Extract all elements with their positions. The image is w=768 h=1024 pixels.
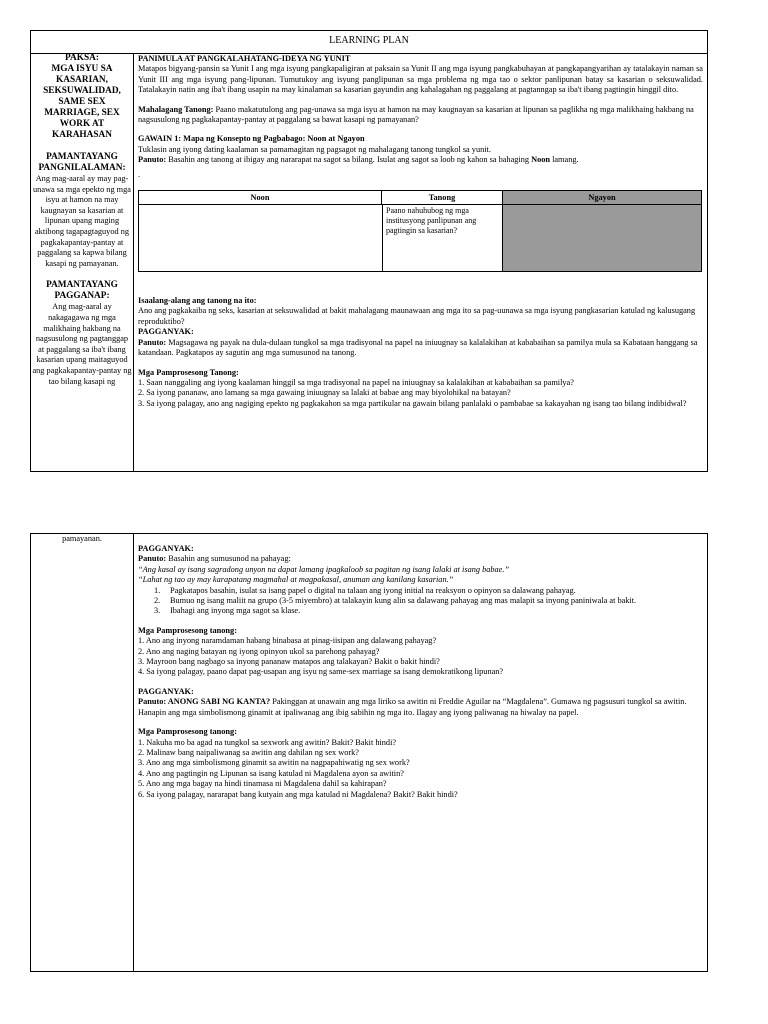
question-item: 4. Sa iyong palagay, paano dapat pag-usapan ang isyu ng same-sex marriage sa isang demokratikong lipunan? [138, 667, 504, 677]
question-item: 3. Mayroon bang nagbago sa inyong pananaw matapos ang talakayan? Bakit o bakit hindi? [138, 657, 440, 667]
left-column-standards [31, 53, 134, 471]
pamantayang-pagganap-label-2: PAGGANAP: [54, 291, 110, 302]
panimula-title: PANIMULA AT PANGKALAHATANG-IDEYA NG YUNIT [138, 54, 351, 63]
mga-pamprosesong-tanong-2-title: Mga Pamprosesong tanong: [138, 727, 237, 737]
noon-ngayon-table [138, 190, 702, 272]
step-item [138, 596, 703, 606]
paksa-label: PAKSA: [65, 53, 99, 63]
step-text: Bumuo ng isang maliit na grupo (3-5 miyembro) at talakayin kung alin sa dalawang pahayag ang mas malapit sa inyong paniniwala at bakit. [170, 596, 637, 606]
pamayanan-text: pamayanan. [62, 534, 102, 543]
learning-plan-table-page-1 [30, 30, 708, 472]
question-item: 3. Sa iyong palagay, ano ang nagiging epekto ng pagkakahon sa mga partikular na gawain bilang panlalaki o pambabae sa kakayahan ng isang tao bilang indibidwal? [138, 398, 687, 408]
question-item: 1. Saan nanggaling ang iyong kaalaman hinggil sa mga tradisyonal na papel na iniuugnay sa kalalakihan at kababaihan sa pamilya? [138, 377, 574, 387]
panuto-text: Basahin ang tanong at ibigay ang nararapat na sagot sa bilang. Isulat ang sagot sa loob ng kahon sa bahaging [166, 155, 532, 165]
mga-pamprosesong-tanong-title: Mga Pamprosesong Tanong: [138, 367, 239, 377]
pagganyak-panuto-label: Panuto: [138, 337, 167, 347]
pagganyak-2-panuto-text: Pakinggan at unawain ang mga liriko sa awitin ni Freddie Aguilar na “Magdalena”. Gumawa ng pagsusuri tungkol sa awitin. Hanapin ang mga simbolismong ginamit at ipaliwanag ang ibig sabihin ng mga ito. Ilagay ang iyong paliwanag na hiwalay na papel. [138, 697, 687, 717]
question-item: 3. Ano ang mga simbolismong ginamit sa awitin na nagpapahiwatig ng sex work? [138, 758, 410, 768]
gawain-panuto [138, 155, 703, 165]
question-item: 5. Ano ang mga bagay na hindi tinamasa ni Magdalena dahil sa kahirapan? [138, 779, 387, 789]
quote-2: “Lahat ng tao ay may karapatang magmahal at magpakasal, anuman ang kanilang kasarian.” [138, 575, 454, 585]
gawain-title: GAWAIN 1: Mapa ng Konsepto ng Pagbabago: Noon at Ngayon [138, 134, 365, 144]
step-number: 1. [154, 585, 161, 595]
ngayon-shaded-cell [503, 205, 701, 271]
paksa-line: KASARIAN, [56, 75, 108, 85]
paksa-line: WORK AT [59, 119, 105, 129]
pamantayang-pangnilalaman-text: Ang mag-aaral ay may pag-unawa sa mga epekto ng mga isyu at hamon na may kaugnayan sa kasarian at lipunan upang maging aktibong tagapagtaguyod ng pagkakapantay-pantay at paggalang sa kapwa bilang kasapi ng pamayanan. [33, 174, 131, 268]
question-item: 6. Sa iyong palagay, nararapat bang kutyain ang mga katulad ni Magdalena? Bakit? Bakit hindi? [138, 789, 458, 799]
paksa-line: KARAHASAN [52, 130, 112, 140]
step-text: Pagkatapos basahin, isulat sa isang papel o digital na talaan ang iyong initial na reaksyon o opinyon sa dalawang pahayag. [170, 585, 576, 595]
noon-answer-cell[interactable] [139, 205, 383, 271]
quote-1: “Ang kasal ay isang sagradong unyon na dapat lamang ipagkaloob sa pagitan ng isang lalaki at isang babae.” [138, 564, 510, 574]
pagganyak-1-panuto-text: Basahin ang sumusunod na pahayag: [166, 554, 291, 564]
learning-plan-table-page-2 [30, 533, 708, 972]
pagganyak-title: PAGGANYAK: [138, 327, 194, 337]
isaalang-title: Isaalang-alang ang tanong na ito: [138, 296, 257, 306]
mahalagang-tanong [138, 105, 703, 126]
pagganyak-2-song-title: ANONG SABI NG KANTA? [166, 697, 271, 707]
right-column-content [135, 53, 707, 471]
dot-line: . [138, 169, 141, 179]
tanong-cell: Paano nahuhubog ng mga institusyong panlipunan ang pagtingin sa kasarian? [382, 205, 503, 271]
pagganyak-panuto-text: Magsagawa ng payak na dula-dulaan tungkol sa mga tradisyonal na papel na iniuugnay sa kalalakihan at kababaihan sa pamilya mula sa Kabataan hanggang sa katandaan. Pagkatapos ay sagutin ang mga sumusunod na tanong. [138, 337, 698, 358]
pagganyak-panuto [138, 338, 703, 359]
question-item: 1. Nakuha mo ba agad na tungkol sa sexwork ang awitin? Bakit? Bakit hindi? [138, 737, 397, 747]
ngayon-header: Ngayon [503, 191, 701, 205]
pagganyak-2-panuto [138, 697, 703, 718]
step-number: 3. [154, 606, 161, 616]
pagganyak-2-title: PAGGANYAK: [138, 686, 194, 696]
step-item [138, 586, 703, 596]
paksa-line: SEKSUWALIDAD, [43, 86, 121, 96]
pamantayang-pagganap-label-1: PAMANTAYANG [46, 280, 118, 291]
panuto-label: Panuto: [138, 155, 167, 165]
step-item [138, 606, 703, 616]
isaalang-text: Ano ang pagkakaiba ng seks, kasarian at seksuwalidad at bakit mahalagang maunawaan ang mga ito sa pag-uunawa sa mga isyung pangkasarian katulad ng kalusugang reproduktibo? [138, 306, 696, 326]
gawain-line: Tuklasin ang iyong dating kaalaman sa pamamagitan ng pagsagot ng mahalagang tanong tungkol sa yunit. [138, 144, 491, 154]
pagganyak-2-panuto-label: Panuto: [138, 697, 167, 707]
question-item: 2. Ano ang naging batayan ng iyong opinyon ukol sa parehong pahayag? [138, 646, 380, 656]
step-text: Ibahagi ang inyong mga sagot sa klase. [170, 606, 301, 616]
tanong-header: Tanong [382, 191, 503, 205]
panuto-text-end: lamang. [550, 155, 579, 165]
mahalagang-tanong-label: Mahalagang Tanong: [138, 104, 214, 114]
mahalagang-tanong-text: Paano makatutulong ang pag-unawa sa mga isyu at hamon na may kaugnayan sa kasarian at lipunan sa paglikha ng mga malikhaing hakbang na nagsusulong ng pagkakapantay-pantay at paggalang sa bawat kasapi ng pamayanan? [138, 104, 694, 125]
pagganyak-1-panuto [138, 554, 703, 564]
pamantayang-pangnilalaman-label-2: PANGNILALAMAN: [38, 163, 126, 173]
mga-pamprosesong-tanong-1-title: Mga Pamprosesong tanong: [138, 625, 237, 635]
paksa-line: MARRIAGE, SEX [44, 108, 120, 118]
pagganyak-1-panuto-label: Panuto: [138, 554, 167, 564]
question-item: 2. Malinaw bang naipaliwanag sa awitin ang dahilan ng sex work? [138, 747, 359, 757]
paksa-line: SAME SEX [58, 97, 106, 107]
pamantayang-pagganap-text: Ang mag-aaral ay nakagagawa ng mga malikhaing hakbang na nagsusulong ng pagtanggap at paggalang sa iba't ibang kasarian upang maitaguyod ang pagkakapantay-pantay ng tao bilang kasapi ng [32, 302, 132, 386]
table-title: LEARNING PLAN [31, 31, 707, 54]
question-item: 2. Sa iyong pananaw, ano lamang sa mga gawaing iniuugnay sa lalaki at babae ang may biyolohikal na batayan? [138, 388, 511, 398]
noon-header: Noon [139, 191, 382, 205]
pamantayang-pangnilalaman-label-1: PAMANTAYANG [46, 152, 118, 162]
left-column-continued [31, 534, 134, 971]
pagganyak-1-title: PAGGANYAK: [138, 544, 194, 553]
panimula-text: Matapos bigyang-pansin sa Yunit I ang mga isyung pangkapaligiran at paksain sa Yunit II ang mga isyung pangkabuhayan at pangkapangyarihan ay tatalakayin naman sa Yunit III ang mga isyung pang-lipunan. Tumutukoy ang isyung panglipunan sa mga problema ng mga tao o sektor panlipunan batay sa kasarian o seksuwalidad. Tatalakayin natin ang iba't ibang usapin na may kinalaman sa kasarian gayundin ang kahalagahan ng paggalang at pagtanngap sa iba't ibang pagtingin hinggil dito. [138, 64, 703, 95]
steps-list [138, 586, 703, 617]
right-column-continued [135, 534, 707, 971]
question-item: 4. Ano ang pagtingin ng Lipunan sa isang katulad ni Magdalena ayon sa awitin? [138, 768, 404, 778]
step-number: 2. [154, 596, 161, 606]
question-item: 1. Ano ang inyong naramdaman habang binabasa at pinag-iisipan ang dalawang pahayag? [138, 636, 437, 646]
panuto-bold-noon: Noon [531, 155, 550, 165]
paksa-line: MGA ISYU SA [51, 64, 113, 74]
